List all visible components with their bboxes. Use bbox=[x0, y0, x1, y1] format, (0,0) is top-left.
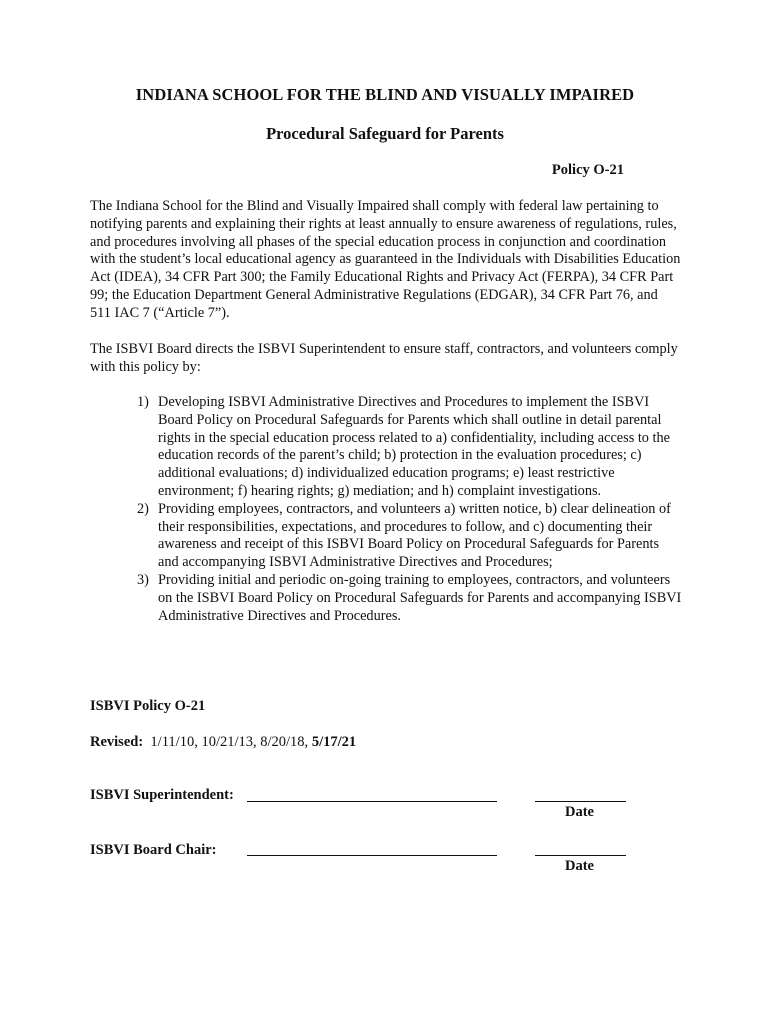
board-chair-date-label: Date bbox=[565, 858, 594, 874]
superintendent-label: ISBVI Superintendent: bbox=[90, 787, 234, 803]
directive-paragraph: The ISBVI Board directs the ISBVI Superintendent to ensure staff, contractors, and volunteers comply with this policy by: bbox=[90, 341, 678, 375]
superintendent-date-label: Date bbox=[565, 804, 594, 820]
revision-line bbox=[90, 734, 356, 751]
revised-dates: 1/11/10, 10/21/13, 8/20/18, bbox=[150, 734, 309, 750]
superintendent-signature-line[interactable] bbox=[247, 801, 497, 802]
board-chair-date-line[interactable] bbox=[535, 855, 626, 856]
revised-label: Revised: bbox=[90, 734, 144, 750]
document-title: Procedural Safeguard for Parents bbox=[266, 124, 504, 143]
board-chair-label: ISBVI Board Chair: bbox=[90, 842, 217, 858]
list-item-number: 2) bbox=[137, 500, 149, 517]
list-item bbox=[90, 572, 682, 625]
list-item-text: Developing ISBVI Administrative Directives and Procedures to implement the ISBVI Board Policy on Procedural Safeguards for Parents which shall outline in detail parental rights in the special education process related to a) confidentiality, including access to the education records of the parent’s child; b) protection in the evaluation procedures; c) additional evaluations; d) individualized education programs; e) least restrictive environment; f) hearing rights; g) mediation; and h) complaint investigations. bbox=[158, 394, 670, 499]
policy-actions-list bbox=[90, 394, 682, 625]
list-item-number: 1) bbox=[137, 394, 149, 410]
list-item bbox=[90, 394, 682, 501]
board-chair-signature-line[interactable] bbox=[247, 855, 497, 856]
list-item-number: 3) bbox=[137, 571, 149, 588]
school-name-heading: INDIANA SCHOOL FOR THE BLIND AND VISUALLY IMPAIRED bbox=[135, 85, 635, 104]
intro-paragraph: The Indiana School for the Blind and Visually Impaired shall comply with federal law pertaining to notifying parents and explaining their rights at least annually to ensure awareness of regulations, rules, and procedures involving all phases of the special education process in conjunction and coordination with the student’s local educational agency as guaranteed in the Individuals with Disabilities Education Act (IDEA), 34 CFR Part 300; the Family Educational Rights and Privacy Act (FERPA), 34 CFR Part 99; the Education Department General Administrative Regulations (EDGAR), 34 CFR Part 76, and 511 IAC 7 (“Article 7”). bbox=[90, 198, 681, 321]
policy-number: Policy O-21 bbox=[551, 162, 624, 178]
policy-footer-label: ISBVI Policy O-21 bbox=[90, 698, 206, 714]
list-item bbox=[90, 501, 682, 572]
list-item-text: Providing employees, contractors, and volunteers a) written notice, b) clear delineation of their responsibilities, expectations, and procedures to follow, and c) documenting their awareness and receipt of this ISBVI Board Policy on Procedural Safeguards for Parents and accompanying ISBVI Administrative Directives and Procedures; bbox=[158, 500, 671, 571]
revised-latest-date: 5/17/21 bbox=[311, 734, 357, 750]
superintendent-date-line[interactable] bbox=[535, 801, 626, 802]
list-item-text: Providing initial and periodic on-going training to employees, contractors, and volunteers on the ISBVI Board Policy on Procedural Safeguards for Parents and accompanying ISBVI Administrative Directives and Procedures. bbox=[158, 571, 682, 624]
